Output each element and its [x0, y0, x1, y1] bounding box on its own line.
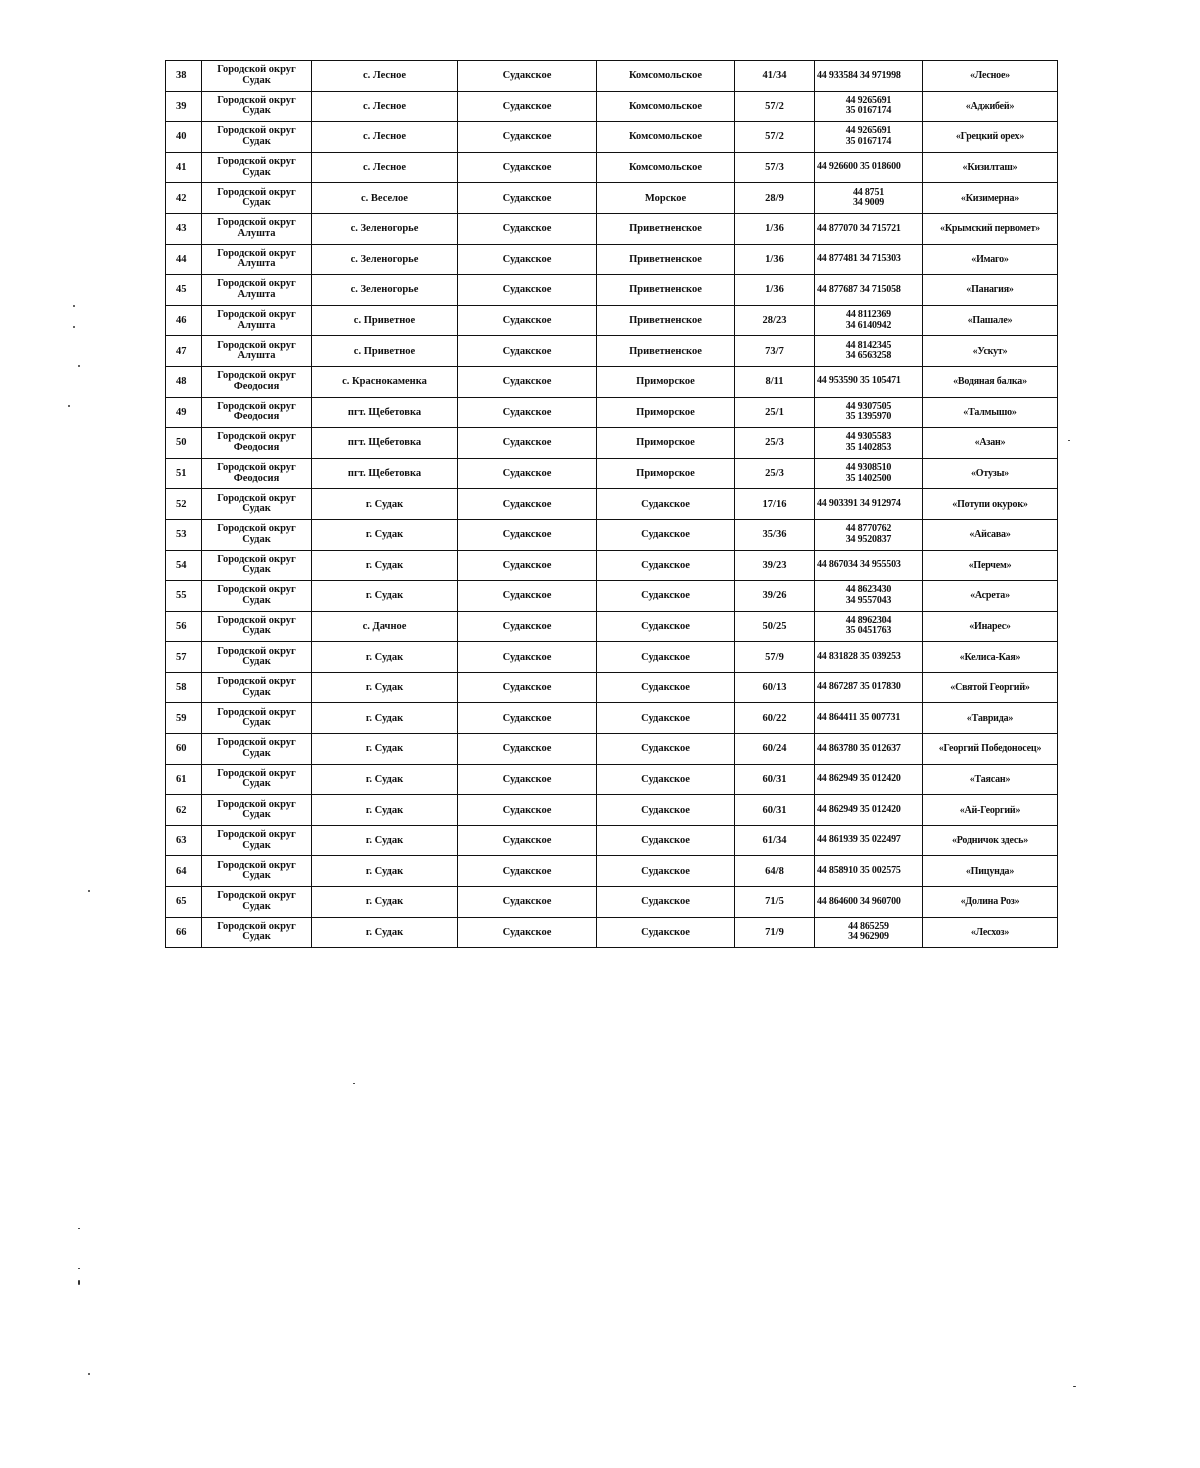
cell-forestry: Судакское	[458, 672, 597, 703]
cell-settlement: с. Дачное	[312, 611, 458, 642]
cell-coordinates: 44 864600 34 960700	[815, 887, 923, 918]
cell-row-number: 63	[166, 825, 202, 856]
table-row	[166, 672, 1058, 703]
scan-speck	[73, 326, 75, 328]
cell-object-name: «Ускут»	[923, 336, 1058, 367]
cell-district-forestry: Судакское	[597, 703, 735, 734]
cell-object-name: «Азан»	[923, 428, 1058, 459]
cell-coordinates: 44 8751 34 9009	[815, 183, 923, 214]
cell-row-number: 58	[166, 672, 202, 703]
cell-quarter-plot: 1/36	[735, 213, 815, 244]
cell-object-name: «Пицунда»	[923, 856, 1058, 887]
cell-row-number: 66	[166, 917, 202, 948]
cell-okrug: Городской округ Судак	[202, 61, 312, 92]
cell-district-forestry: Комсомольское	[597, 61, 735, 92]
cell-okrug: Городской округ Судак	[202, 703, 312, 734]
cell-district-forestry: Судакское	[597, 764, 735, 795]
cell-coordinates: 44 8962304 35 0451763	[815, 611, 923, 642]
table-row	[166, 489, 1058, 520]
table-row	[166, 152, 1058, 183]
cell-forestry: Судакское	[458, 519, 597, 550]
table-row	[166, 366, 1058, 397]
cell-district-forestry: Приветненское	[597, 244, 735, 275]
table-row	[166, 275, 1058, 306]
cell-district-forestry: Приморское	[597, 458, 735, 489]
cell-object-name: «Ай-Георгий»	[923, 795, 1058, 826]
cell-settlement: с. Веселое	[312, 183, 458, 214]
cell-district-forestry: Судакское	[597, 917, 735, 948]
cell-object-name: «Грецкий орех»	[923, 122, 1058, 153]
cell-quarter-plot: 61/34	[735, 825, 815, 856]
cell-settlement: с. Приветное	[312, 336, 458, 367]
cell-settlement: г. Судак	[312, 489, 458, 520]
cell-quarter-plot: 57/9	[735, 642, 815, 673]
scan-speck	[88, 1373, 90, 1375]
cell-forestry: Судакское	[458, 734, 597, 765]
cell-forestry: Судакское	[458, 244, 597, 275]
cell-okrug: Городской округ Судак	[202, 917, 312, 948]
cell-row-number: 48	[166, 366, 202, 397]
cell-object-name: «Перчем»	[923, 550, 1058, 581]
cell-district-forestry: Приветненское	[597, 305, 735, 336]
cell-district-forestry: Судакское	[597, 887, 735, 918]
table-row	[166, 550, 1058, 581]
table-row	[166, 519, 1058, 550]
table-row	[166, 91, 1058, 122]
cell-coordinates: 44 9265691 35 0167174	[815, 122, 923, 153]
cell-coordinates: 44 877070 34 715721	[815, 213, 923, 244]
forest-plots-table	[165, 60, 1058, 948]
cell-quarter-plot: 60/31	[735, 795, 815, 826]
cell-coordinates: 44 858910 35 002575	[815, 856, 923, 887]
cell-forestry: Судакское	[458, 764, 597, 795]
cell-settlement: г. Судак	[312, 642, 458, 673]
cell-quarter-plot: 17/16	[735, 489, 815, 520]
cell-row-number: 60	[166, 734, 202, 765]
cell-forestry: Судакское	[458, 795, 597, 826]
cell-coordinates: 44 8770762 34 9520837	[815, 519, 923, 550]
cell-district-forestry: Комсомольское	[597, 122, 735, 153]
cell-row-number: 56	[166, 611, 202, 642]
cell-object-name: «Святой Георгий»	[923, 672, 1058, 703]
cell-object-name: «Асрета»	[923, 581, 1058, 612]
table-row	[166, 336, 1058, 367]
cell-object-name: «Долина Роз»	[923, 887, 1058, 918]
cell-forestry: Судакское	[458, 489, 597, 520]
table-row	[166, 856, 1058, 887]
cell-district-forestry: Судакское	[597, 611, 735, 642]
cell-coordinates: 44 863780 35 012637	[815, 734, 923, 765]
cell-row-number: 51	[166, 458, 202, 489]
cell-object-name: «Родничок здесь»	[923, 825, 1058, 856]
cell-district-forestry: Судакское	[597, 856, 735, 887]
cell-object-name: «Георгий Победоносец»	[923, 734, 1058, 765]
cell-forestry: Судакское	[458, 581, 597, 612]
cell-quarter-plot: 1/36	[735, 275, 815, 306]
cell-okrug: Городской округ Алушта	[202, 244, 312, 275]
cell-settlement: г. Судак	[312, 917, 458, 948]
cell-settlement: г. Судак	[312, 764, 458, 795]
cell-district-forestry: Судакское	[597, 734, 735, 765]
cell-forestry: Судакское	[458, 366, 597, 397]
scan-speck	[78, 1268, 80, 1269]
cell-forestry: Судакское	[458, 397, 597, 428]
scan-speck	[1073, 1386, 1076, 1387]
cell-district-forestry: Судакское	[597, 489, 735, 520]
table-row	[166, 825, 1058, 856]
cell-row-number: 43	[166, 213, 202, 244]
cell-forestry: Судакское	[458, 152, 597, 183]
scan-speck	[353, 1083, 355, 1084]
cell-row-number: 55	[166, 581, 202, 612]
cell-row-number: 39	[166, 91, 202, 122]
cell-quarter-plot: 39/23	[735, 550, 815, 581]
cell-coordinates: 44 862949 35 012420	[815, 795, 923, 826]
cell-district-forestry: Комсомольское	[597, 152, 735, 183]
cell-quarter-plot: 60/22	[735, 703, 815, 734]
cell-forestry: Судакское	[458, 305, 597, 336]
cell-forestry: Судакское	[458, 703, 597, 734]
cell-okrug: Городской округ Судак	[202, 519, 312, 550]
cell-district-forestry: Приветненское	[597, 336, 735, 367]
cell-forestry: Судакское	[458, 642, 597, 673]
cell-coordinates: 44 9308510 35 1402500	[815, 458, 923, 489]
cell-row-number: 61	[166, 764, 202, 795]
cell-object-name: «Таясан»	[923, 764, 1058, 795]
cell-quarter-plot: 35/36	[735, 519, 815, 550]
cell-coordinates: 44 953590 35 105471	[815, 366, 923, 397]
cell-forestry: Судакское	[458, 825, 597, 856]
cell-settlement: с. Зеленогорье	[312, 244, 458, 275]
table-row	[166, 642, 1058, 673]
cell-settlement: г. Судак	[312, 734, 458, 765]
cell-row-number: 54	[166, 550, 202, 581]
cell-okrug: Городской округ Алушта	[202, 213, 312, 244]
cell-row-number: 65	[166, 887, 202, 918]
cell-row-number: 52	[166, 489, 202, 520]
cell-settlement: г. Судак	[312, 795, 458, 826]
cell-row-number: 59	[166, 703, 202, 734]
cell-row-number: 47	[166, 336, 202, 367]
cell-quarter-plot: 60/31	[735, 764, 815, 795]
cell-forestry: Судакское	[458, 856, 597, 887]
cell-object-name: «Талмышо»	[923, 397, 1058, 428]
cell-quarter-plot: 25/3	[735, 428, 815, 459]
scan-speck	[78, 365, 80, 367]
cell-okrug: Городской округ Судак	[202, 764, 312, 795]
cell-row-number: 53	[166, 519, 202, 550]
cell-okrug: Городской округ Феодосия	[202, 366, 312, 397]
cell-district-forestry: Судакское	[597, 795, 735, 826]
cell-object-name: «Аджибей»	[923, 91, 1058, 122]
table-body	[166, 61, 1058, 948]
cell-quarter-plot: 25/1	[735, 397, 815, 428]
table-row	[166, 183, 1058, 214]
cell-object-name: «Панагия»	[923, 275, 1058, 306]
cell-coordinates: 44 877481 34 715303	[815, 244, 923, 275]
cell-settlement: с. Зеленогорье	[312, 275, 458, 306]
cell-district-forestry: Приморское	[597, 397, 735, 428]
cell-row-number: 44	[166, 244, 202, 275]
cell-okrug: Городской округ Феодосия	[202, 428, 312, 459]
cell-okrug: Городской округ Феодосия	[202, 458, 312, 489]
cell-forestry: Судакское	[458, 917, 597, 948]
table-row	[166, 244, 1058, 275]
cell-forestry: Судакское	[458, 275, 597, 306]
cell-object-name: «Таврида»	[923, 703, 1058, 734]
cell-coordinates: 44 877687 34 715058	[815, 275, 923, 306]
cell-row-number: 57	[166, 642, 202, 673]
cell-forestry: Судакское	[458, 91, 597, 122]
cell-forestry: Судакское	[458, 887, 597, 918]
cell-settlement: г. Судак	[312, 703, 458, 734]
cell-quarter-plot: 28/9	[735, 183, 815, 214]
cell-coordinates: 44 865259 34 962909	[815, 917, 923, 948]
cell-row-number: 64	[166, 856, 202, 887]
cell-okrug: Городской округ Феодосия	[202, 397, 312, 428]
cell-settlement: с. Лесное	[312, 152, 458, 183]
table-row	[166, 734, 1058, 765]
scan-speck	[78, 1228, 80, 1229]
cell-quarter-plot: 57/2	[735, 91, 815, 122]
cell-okrug: Городской округ Алушта	[202, 275, 312, 306]
cell-quarter-plot: 1/36	[735, 244, 815, 275]
cell-district-forestry: Морское	[597, 183, 735, 214]
cell-quarter-plot: 60/13	[735, 672, 815, 703]
cell-object-name: «Лесное»	[923, 61, 1058, 92]
scan-speck	[1068, 440, 1070, 441]
table-row	[166, 458, 1058, 489]
cell-forestry: Судакское	[458, 213, 597, 244]
scan-speck	[68, 405, 70, 407]
table-row	[166, 581, 1058, 612]
cell-quarter-plot: 50/25	[735, 611, 815, 642]
cell-coordinates: 44 8623430 34 9557043	[815, 581, 923, 612]
cell-settlement: с. Зеленогорье	[312, 213, 458, 244]
scan-speck	[88, 890, 90, 892]
cell-object-name: «Водяная балка»	[923, 366, 1058, 397]
table-row	[166, 61, 1058, 92]
cell-okrug: Городской округ Алушта	[202, 336, 312, 367]
cell-quarter-plot: 60/24	[735, 734, 815, 765]
cell-district-forestry: Судакское	[597, 672, 735, 703]
cell-coordinates: 44 903391 34 912974	[815, 489, 923, 520]
table-row	[166, 611, 1058, 642]
cell-object-name: «Пашале»	[923, 305, 1058, 336]
cell-settlement: г. Судак	[312, 519, 458, 550]
cell-quarter-plot: 57/2	[735, 122, 815, 153]
cell-quarter-plot: 71/5	[735, 887, 815, 918]
cell-district-forestry: Судакское	[597, 642, 735, 673]
cell-coordinates: 44 867287 35 017830	[815, 672, 923, 703]
cell-row-number: 42	[166, 183, 202, 214]
cell-forestry: Судакское	[458, 611, 597, 642]
cell-quarter-plot: 57/3	[735, 152, 815, 183]
cell-object-name: «Крымский первомет»	[923, 213, 1058, 244]
cell-row-number: 40	[166, 122, 202, 153]
cell-quarter-plot: 39/26	[735, 581, 815, 612]
cell-district-forestry: Комсомольское	[597, 91, 735, 122]
cell-coordinates: 44 867034 34 955503	[815, 550, 923, 581]
table-row	[166, 917, 1058, 948]
cell-settlement: г. Судак	[312, 856, 458, 887]
cell-settlement: г. Судак	[312, 887, 458, 918]
cell-district-forestry: Приветненское	[597, 275, 735, 306]
cell-object-name: «Отузы»	[923, 458, 1058, 489]
cell-okrug: Городской округ Судак	[202, 672, 312, 703]
scan-speck	[78, 1280, 80, 1285]
cell-row-number: 38	[166, 61, 202, 92]
cell-row-number: 50	[166, 428, 202, 459]
cell-district-forestry: Приморское	[597, 428, 735, 459]
cell-object-name: «Кизимерна»	[923, 183, 1058, 214]
table-row	[166, 397, 1058, 428]
cell-okrug: Городской округ Судак	[202, 642, 312, 673]
cell-settlement: г. Судак	[312, 825, 458, 856]
cell-okrug: Городской округ Судак	[202, 489, 312, 520]
cell-settlement: с. Лесное	[312, 61, 458, 92]
cell-coordinates: 44 861939 35 022497	[815, 825, 923, 856]
cell-settlement: пгт. Щебетовка	[312, 397, 458, 428]
table-row	[166, 887, 1058, 918]
cell-quarter-plot: 8/11	[735, 366, 815, 397]
cell-forestry: Судакское	[458, 550, 597, 581]
cell-okrug: Городской округ Судак	[202, 611, 312, 642]
cell-row-number: 41	[166, 152, 202, 183]
cell-okrug: Городской округ Судак	[202, 122, 312, 153]
table-row	[166, 764, 1058, 795]
table-row	[166, 305, 1058, 336]
cell-settlement: с. Лесное	[312, 122, 458, 153]
cell-coordinates: 44 8112369 34 6140942	[815, 305, 923, 336]
cell-district-forestry: Судакское	[597, 825, 735, 856]
table-row	[166, 122, 1058, 153]
cell-object-name: «Потупи окурок»	[923, 489, 1058, 520]
table-row	[166, 703, 1058, 734]
cell-row-number: 45	[166, 275, 202, 306]
cell-coordinates: 44 864411 35 007731	[815, 703, 923, 734]
cell-district-forestry: Приветненское	[597, 213, 735, 244]
cell-object-name: «Имаго»	[923, 244, 1058, 275]
table-row	[166, 213, 1058, 244]
cell-forestry: Судакское	[458, 122, 597, 153]
cell-forestry: Судакское	[458, 183, 597, 214]
cell-row-number: 46	[166, 305, 202, 336]
table-row	[166, 795, 1058, 826]
cell-okrug: Городской округ Судак	[202, 581, 312, 612]
cell-coordinates: 44 9305583 35 1402853	[815, 428, 923, 459]
cell-coordinates: 44 8142345 34 6563258	[815, 336, 923, 367]
scan-speck	[73, 305, 75, 307]
cell-settlement: с. Приветное	[312, 305, 458, 336]
cell-coordinates: 44 862949 35 012420	[815, 764, 923, 795]
cell-district-forestry: Приморское	[597, 366, 735, 397]
cell-quarter-plot: 25/3	[735, 458, 815, 489]
cell-district-forestry: Судакское	[597, 581, 735, 612]
cell-object-name: «Келиса-Кая»	[923, 642, 1058, 673]
cell-row-number: 49	[166, 397, 202, 428]
cell-object-name: «Лесхоз»	[923, 917, 1058, 948]
cell-coordinates: 44 9265691 35 0167174	[815, 91, 923, 122]
cell-okrug: Городской округ Судак	[202, 856, 312, 887]
cell-coordinates: 44 933584 34 971998	[815, 61, 923, 92]
cell-settlement: с. Краснокаменка	[312, 366, 458, 397]
cell-quarter-plot: 28/23	[735, 305, 815, 336]
cell-district-forestry: Судакское	[597, 550, 735, 581]
cell-object-name: «Инарес»	[923, 611, 1058, 642]
cell-coordinates: 44 831828 35 039253	[815, 642, 923, 673]
cell-okrug: Городской округ Судак	[202, 825, 312, 856]
cell-district-forestry: Судакское	[597, 519, 735, 550]
cell-okrug: Городской округ Судак	[202, 550, 312, 581]
cell-forestry: Судакское	[458, 61, 597, 92]
cell-coordinates: 44 926600 35 018600	[815, 152, 923, 183]
cell-settlement: с. Лесное	[312, 91, 458, 122]
cell-coordinates: 44 9307505 35 1395970	[815, 397, 923, 428]
cell-quarter-plot: 73/7	[735, 336, 815, 367]
cell-okrug: Городской округ Судак	[202, 887, 312, 918]
cell-settlement: г. Судак	[312, 581, 458, 612]
cell-object-name: «Кизилташ»	[923, 152, 1058, 183]
cell-row-number: 62	[166, 795, 202, 826]
cell-quarter-plot: 71/9	[735, 917, 815, 948]
cell-settlement: г. Судак	[312, 550, 458, 581]
cell-okrug: Городской округ Алушта	[202, 305, 312, 336]
cell-quarter-plot: 41/34	[735, 61, 815, 92]
cell-okrug: Городской округ Судак	[202, 734, 312, 765]
cell-forestry: Судакское	[458, 458, 597, 489]
cell-settlement: пгт. Щебетовка	[312, 428, 458, 459]
cell-quarter-plot: 64/8	[735, 856, 815, 887]
cell-settlement: г. Судак	[312, 672, 458, 703]
cell-okrug: Городской округ Судак	[202, 795, 312, 826]
table-row	[166, 428, 1058, 459]
cell-okrug: Городской округ Судак	[202, 91, 312, 122]
cell-settlement: пгт. Щебетовка	[312, 458, 458, 489]
cell-forestry: Судакское	[458, 428, 597, 459]
cell-forestry: Судакское	[458, 336, 597, 367]
cell-object-name: «Айсава»	[923, 519, 1058, 550]
cell-okrug: Городской округ Судак	[202, 152, 312, 183]
cell-okrug: Городской округ Судак	[202, 183, 312, 214]
